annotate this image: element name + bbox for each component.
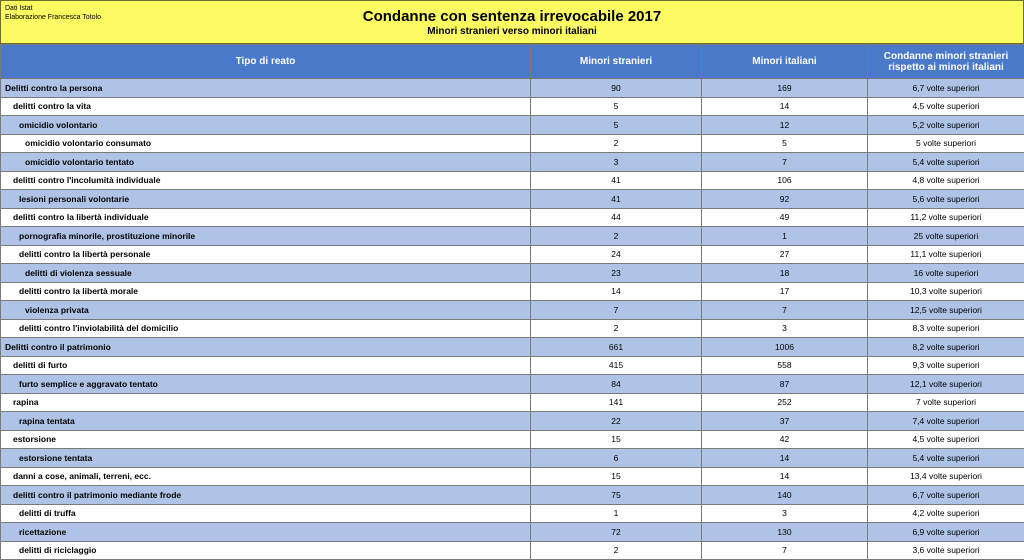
table-row: [1, 486, 1024, 505]
row-foreign-count[interactable]: 5: [531, 97, 702, 116]
row-foreign-count[interactable]: 15: [531, 430, 702, 449]
table-row: [1, 319, 1024, 338]
row-label[interactable]: rapina tentata: [1, 412, 531, 431]
table-row: [1, 245, 1024, 264]
column-header-foreign[interactable]: Minori stranieri: [531, 45, 702, 79]
row-foreign-count[interactable]: 415: [531, 356, 702, 375]
author-note: Elaborazione Francesca Totolo: [5, 14, 101, 22]
row-label[interactable]: ricettazione: [1, 523, 531, 542]
table-row: [1, 301, 1024, 320]
row-foreign-count[interactable]: 75: [531, 486, 702, 505]
row-label[interactable]: Delitti contro il patrimonio: [1, 338, 531, 357]
table-row: [1, 338, 1024, 357]
row-label[interactable]: violenza privata: [1, 301, 531, 320]
row-foreign-count[interactable]: 1: [531, 504, 702, 523]
table-row: [1, 412, 1024, 431]
row-foreign-count[interactable]: 72: [531, 523, 702, 542]
row-ratio[interactable]: 13,4 volte superiori: [868, 467, 1024, 486]
table-body: [1, 79, 1024, 560]
row-foreign-count[interactable]: 23: [531, 264, 702, 283]
row-italian-count[interactable]: 18: [702, 264, 868, 283]
row-ratio[interactable]: 9,3 volte superiori: [868, 356, 1024, 375]
table-row: [1, 153, 1024, 172]
row-italian-count[interactable]: 42: [702, 430, 868, 449]
table-row: [1, 190, 1024, 209]
row-ratio[interactable]: 7 volte superiori: [868, 393, 1024, 412]
table-row: [1, 264, 1024, 283]
row-foreign-count[interactable]: 5: [531, 116, 702, 135]
table-row: [1, 449, 1024, 468]
row-label[interactable]: estorsione tentata: [1, 449, 531, 468]
row-label[interactable]: pornografia minorile, prostituzione minorile: [1, 227, 531, 246]
row-ratio[interactable]: 25 volte superiori: [868, 227, 1024, 246]
page-subtitle: Minori stranieri verso minori italiani: [1, 26, 1023, 38]
row-italian-count[interactable]: 49: [702, 208, 868, 227]
header-row: [1, 45, 1024, 79]
row-italian-count[interactable]: 1006: [702, 338, 868, 357]
row-label[interactable]: delitti contro il patrimonio mediante frode: [1, 486, 531, 505]
row-foreign-count[interactable]: 24: [531, 245, 702, 264]
row-foreign-count[interactable]: 141: [531, 393, 702, 412]
row-label[interactable]: lesioni personali volontarie: [1, 190, 531, 209]
row-label[interactable]: omicidio volontario consumato: [1, 134, 531, 153]
table-row: [1, 375, 1024, 394]
table-row: [1, 430, 1024, 449]
row-ratio[interactable]: 5,6 volte superiori: [868, 190, 1024, 209]
table-row: [1, 116, 1024, 135]
row-foreign-count[interactable]: 3: [531, 153, 702, 172]
table-row: [1, 393, 1024, 412]
row-italian-count[interactable]: 7: [702, 301, 868, 320]
row-foreign-count[interactable]: 2: [531, 134, 702, 153]
table-row: [1, 227, 1024, 246]
row-italian-count[interactable]: 12: [702, 116, 868, 135]
row-ratio[interactable]: 11,2 volte superiori: [868, 208, 1024, 227]
row-label[interactable]: delitti di violenza sessuale: [1, 264, 531, 283]
row-ratio[interactable]: 16 volte superiori: [868, 264, 1024, 283]
table-row: [1, 504, 1024, 523]
row-italian-count[interactable]: 7: [702, 153, 868, 172]
row-foreign-count[interactable]: 661: [531, 338, 702, 357]
row-label[interactable]: delitti contro la libertà personale: [1, 245, 531, 264]
row-ratio[interactable]: 8,2 volte superiori: [868, 338, 1024, 357]
column-header-ratio-line2: rispetto ai minori italiani: [888, 62, 1004, 73]
row-ratio[interactable]: 5,2 volte superiori: [868, 116, 1024, 135]
row-label[interactable]: delitti contro la vita: [1, 97, 531, 116]
row-italian-count[interactable]: 169: [702, 79, 868, 98]
row-label[interactable]: delitti contro la libertà morale: [1, 282, 531, 301]
row-italian-count[interactable]: 27: [702, 245, 868, 264]
row-label[interactable]: danni a cose, animali, terreni, ecc.: [1, 467, 531, 486]
column-header-italian[interactable]: Minori italiani: [702, 45, 868, 79]
row-italian-count[interactable]: 252: [702, 393, 868, 412]
row-label[interactable]: delitti di furto: [1, 356, 531, 375]
table-row: [1, 467, 1024, 486]
table-row: [1, 79, 1024, 98]
row-label[interactable]: Delitti contro la persona: [1, 79, 531, 98]
row-italian-count[interactable]: 17: [702, 282, 868, 301]
row-label[interactable]: omicidio volontario tentato: [1, 153, 531, 172]
row-label[interactable]: omicidio volontario: [1, 116, 531, 135]
row-italian-count[interactable]: 14: [702, 449, 868, 468]
page-title: Condanne con sentenza irrevocabile 2017: [1, 8, 1023, 25]
table-row: [1, 356, 1024, 375]
row-ratio[interactable]: 4,5 volte superiori: [868, 430, 1024, 449]
column-header-type[interactable]: Tipo di reato: [1, 45, 531, 79]
column-header-ratio[interactable]: [868, 45, 1024, 79]
table-row: [1, 282, 1024, 301]
row-italian-count[interactable]: 5: [702, 134, 868, 153]
row-italian-count[interactable]: 130: [702, 523, 868, 542]
row-italian-count[interactable]: 3: [702, 504, 868, 523]
row-label[interactable]: delitti contro l'incolumità individuale: [1, 171, 531, 190]
row-ratio[interactable]: 4,2 volte superiori: [868, 504, 1024, 523]
row-ratio[interactable]: 5 volte superiori: [868, 134, 1024, 153]
row-ratio[interactable]: 6,9 volte superiori: [868, 523, 1024, 542]
row-foreign-count[interactable]: 6: [531, 449, 702, 468]
row-foreign-count[interactable]: 41: [531, 171, 702, 190]
row-italian-count[interactable]: 14: [702, 467, 868, 486]
row-italian-count[interactable]: 1: [702, 227, 868, 246]
row-foreign-count[interactable]: 14: [531, 282, 702, 301]
row-foreign-count[interactable]: 22: [531, 412, 702, 431]
row-ratio[interactable]: 7,4 volte superiori: [868, 412, 1024, 431]
table-row: [1, 97, 1024, 116]
row-label[interactable]: furto semplice e aggravato tentato: [1, 375, 531, 394]
row-foreign-count[interactable]: 41: [531, 190, 702, 209]
row-italian-count[interactable]: 3: [702, 319, 868, 338]
row-ratio[interactable]: 6,7 volte superiori: [868, 486, 1024, 505]
row-ratio[interactable]: 12,1 volte superiori: [868, 375, 1024, 394]
row-italian-count[interactable]: 140: [702, 486, 868, 505]
row-label[interactable]: rapina: [1, 393, 531, 412]
row-italian-count[interactable]: 37: [702, 412, 868, 431]
column-header-ratio-line1: Condanne minori stranieri: [884, 51, 1008, 62]
row-foreign-count[interactable]: 90: [531, 79, 702, 98]
row-foreign-count[interactable]: 15: [531, 467, 702, 486]
row-italian-count[interactable]: 7: [702, 541, 868, 560]
row-foreign-count[interactable]: 7: [531, 301, 702, 320]
table-row: [1, 208, 1024, 227]
row-label[interactable]: delitti contro l'inviolabilità del domicilio: [1, 319, 531, 338]
row-italian-count[interactable]: 558: [702, 356, 868, 375]
title-bar: [0, 0, 1024, 44]
row-foreign-count[interactable]: 44: [531, 208, 702, 227]
row-label[interactable]: delitti di truffa: [1, 504, 531, 523]
row-italian-count[interactable]: 14: [702, 97, 868, 116]
row-italian-count[interactable]: 92: [702, 190, 868, 209]
row-ratio[interactable]: 8,3 volte superiori: [868, 319, 1024, 338]
row-label[interactable]: estorsione: [1, 430, 531, 449]
table-row: [1, 171, 1024, 190]
row-ratio[interactable]: 4,8 volte superiori: [868, 171, 1024, 190]
row-foreign-count[interactable]: 2: [531, 541, 702, 560]
source-note: Dati Istat: [5, 5, 33, 13]
row-label[interactable]: delitti di riciclaggio: [1, 541, 531, 560]
row-foreign-count[interactable]: 84: [531, 375, 702, 394]
row-ratio[interactable]: 10,3 volte superiori: [868, 282, 1024, 301]
row-ratio[interactable]: 11,1 volte superiori: [868, 245, 1024, 264]
row-italian-count[interactable]: 106: [702, 171, 868, 190]
row-italian-count[interactable]: 87: [702, 375, 868, 394]
row-foreign-count[interactable]: 2: [531, 319, 702, 338]
row-foreign-count[interactable]: 2: [531, 227, 702, 246]
row-ratio[interactable]: 5,4 volte superiori: [868, 449, 1024, 468]
row-label[interactable]: delitti contro la libertà individuale: [1, 208, 531, 227]
row-ratio[interactable]: 5,4 volte superiori: [868, 153, 1024, 172]
table-row: [1, 523, 1024, 542]
row-ratio[interactable]: 4,5 volte superiori: [868, 97, 1024, 116]
data-table: [0, 44, 1024, 560]
row-ratio[interactable]: 12,5 volte superiori: [868, 301, 1024, 320]
table-row: [1, 134, 1024, 153]
table-row: [1, 541, 1024, 560]
row-ratio[interactable]: 6,7 volte superiori: [868, 79, 1024, 98]
row-ratio[interactable]: 3,6 volte superiori: [868, 541, 1024, 560]
